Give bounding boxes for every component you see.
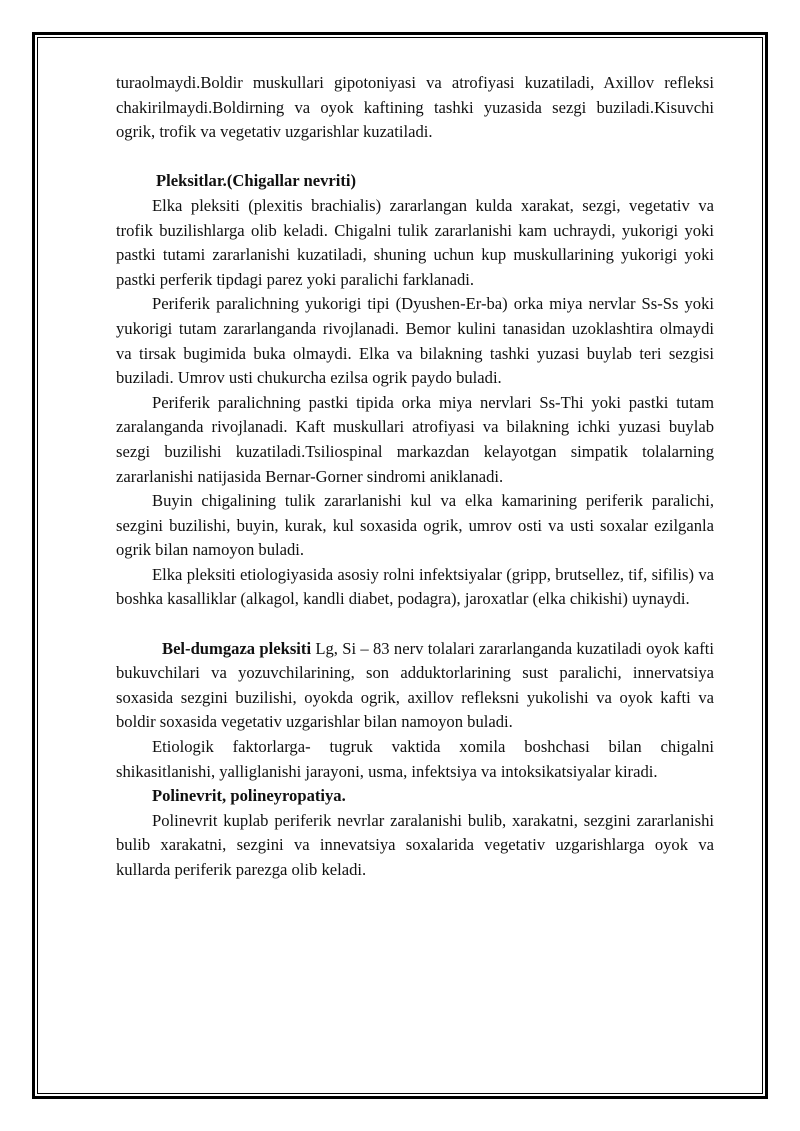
blank-line — [116, 612, 714, 637]
heading-lumbosacral: Bel-dumgaza pleksiti — [162, 638, 312, 658]
paragraph-lumbosacral-plexitis — [116, 637, 714, 735]
paragraph-upper-type-palsy: Periferik paralichning yukorigi tipi (Dyushen-Er-ba) orka miya nervlar Ss-Ss yoki yukorigi tutam zararlanganda rivojlanadi. Bemor kulini tanasidan uzoklashtira olmaydi va tirsak bugimida buka olmaydi. Elka va bilakning tashki yuzasi buylab teri sezgisi buziladi. Umrov usti chukurcha ezilsa ogrik paydo buladi. — [116, 294, 714, 388]
paragraph-brachial-plexitis: Elka pleksiti (plexitis brachialis) zararlangan kulda xarakat, sezgi, vegetativ va trofik buzilishlarga olib keladi. Chigalni tulik zararlanishi kam uchraydi, yukorigi yoki pastki tutami zararlanishi kuzatiladi, shuning uchun kup muskullarining yukorigi yoki pastki perferik tipdagi parez yoki paralichi farklanadi. — [116, 195, 714, 289]
paragraph-lumbosacral-text: Lg, Si – 83 nerv tolalari zararlanganda kuzatiladi oyok kafti bukuvchilari va yozuvchilarining, son adduktorlarining sust paralichi, innervatsiya soxasida sezgini buzilishi, oyokda ogrik, axillov refleksni yukolishi va oyok kafti va boldir soxasida vegetativ uzgarishlar bilan namoyon buladi. — [116, 638, 715, 732]
paragraph-polyneuritis: Polinevrit kuplab periferik nevrlar zaralanishi bulib, xarakatni, sezgini zararlanishi bulib xarakatni, sezgini va innevatsiya soxalarida vegetativ uzgarishlarga oyok va kullarda periferik parezga olib keladi. — [116, 810, 714, 879]
paragraph-etiology-lumbosacral: Etiologik faktorlarga- tugruk vaktida xomila boshchasi bilan chigalni shikasitlanishi, yalliglanishi jarayoni, usma, infektsiya va intoksikatsiyalar kiradi. — [116, 737, 714, 781]
heading-plexitis: Pleksitlar.(Chigallar nevriti) — [156, 171, 357, 191]
paragraph-etiology-brachial: Elka pleksiti etiologiyasida asosiy rolni infektsiyalar (gripp, brutsellez, tif, sifilis) va boshka kasalliklar (alkagol, kandli diabet, podagra), jaroxatlar (elka chikishi) uynaydi. — [116, 564, 714, 609]
paragraph-lower-type-palsy: Periferik paralichning pastki tipida orka miya nervlari Ss-Thi yoki pastki tutam zaralanganda rivojlanadi. Kaft muskullari atrofiyasi va bilakning ichki yuzasi buylab sezgi buzilishi kuzatiladi.Tsiliospinal markazdan kelayotgan simpatik tolalarning zararlanishi natijasida Bernar-Gorner sindromi aniklanadi. — [116, 392, 714, 486]
blank-line — [116, 145, 714, 170]
document-body — [116, 71, 714, 883]
paragraph-continuation: turaolmaydi.Boldir muskullari gipotoniyasi va atrofiyasi kuzatiladi, Axillov refleksi chakirilmaydi.Boldirning va oyok kaftining tashki yuzasida sezgi buziladi.Kisuvchi ogrik, trofik va vegetativ uzgarishlar kuzatiladi. — [116, 73, 714, 142]
paragraph-total-plexus-lesion: Buyin chigalining tulik zararlanishi kul va elka kamarining periferik paralichi, sezgini buzilishi, buyin, kurak, kul soxasida ogrik, umrov osti va usti soxalar ezilganla ogrik bilan namoyon buladi. — [116, 491, 714, 560]
heading-polyneuritis: Polinevrit, polineyropatiya. — [152, 786, 346, 806]
